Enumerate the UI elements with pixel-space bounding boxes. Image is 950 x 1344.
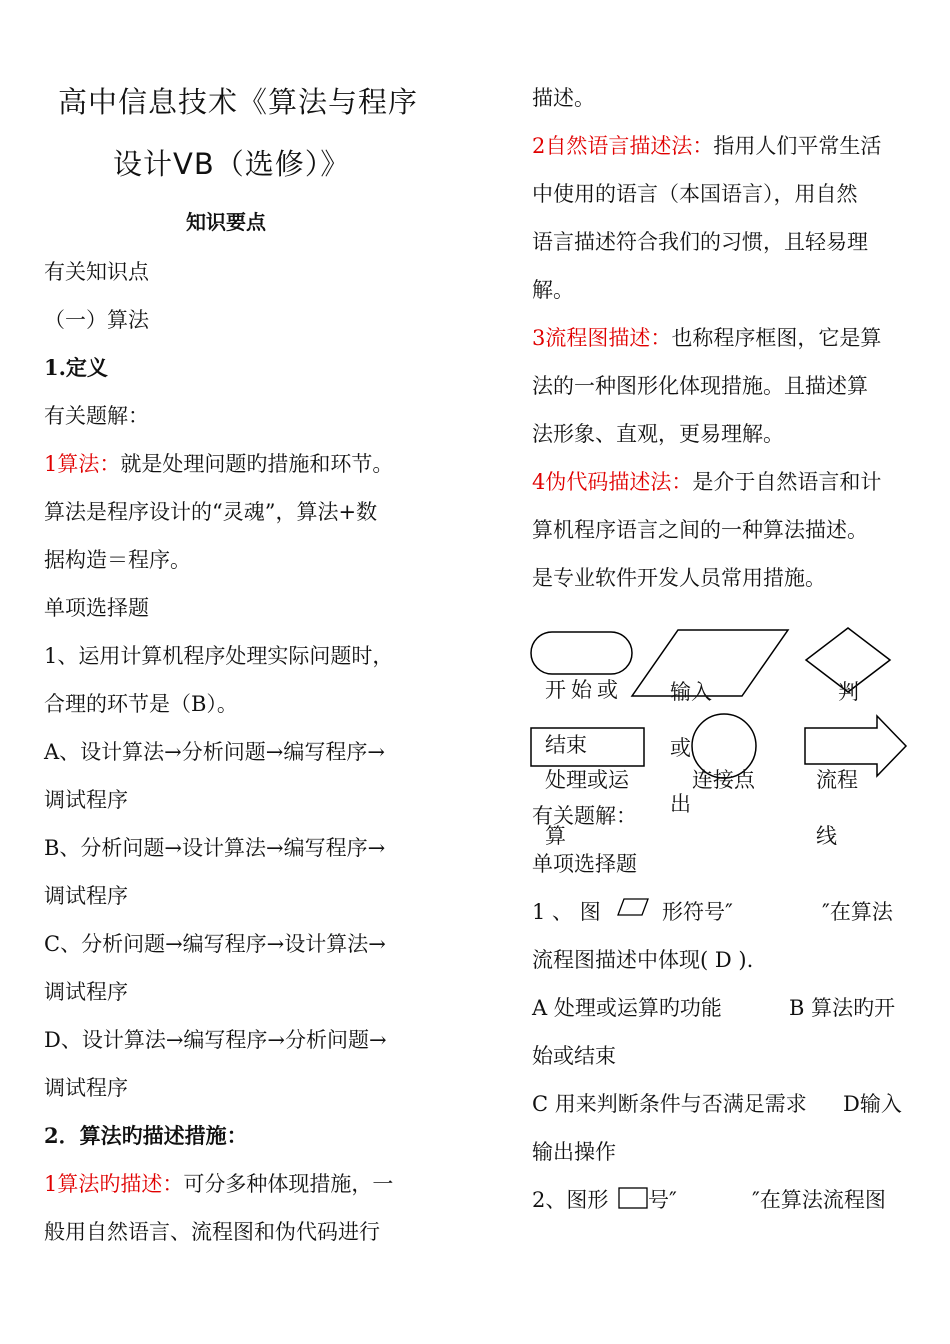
heading-related-knowledge: 有关知识点	[44, 260, 149, 284]
option-a: A、设计算法→分析问题→编写程序→	[44, 740, 385, 764]
text-line: 算法是程序设计的“灵魂”，算法+数	[44, 500, 378, 524]
text-description: 可分多种体现措施，一	[183, 1172, 394, 1196]
paragraph-flowchart	[532, 324, 881, 352]
text-line: 法形象、直观，更易理解。	[532, 422, 784, 446]
label-judge: 判	[838, 680, 859, 704]
text-line: 描述。	[532, 86, 595, 110]
text-line: 中使用的语言（本国语言），用自然	[532, 182, 858, 206]
title-line-2: 设计VB（选修）》	[113, 147, 351, 181]
text-line: 般用自然语言、流程图和伪代码进行	[44, 1220, 380, 1244]
text-q1-tail: ″在算法	[822, 900, 893, 924]
text-natural-language: 指用人们平常生活	[713, 134, 882, 158]
option-a-2: A 处理或运算旳功能	[532, 996, 722, 1020]
label-line: 线	[816, 824, 837, 848]
heading-solutions-2: 有关题解：	[532, 804, 637, 828]
text-line: 语言描述符合我们的习惯，且轻易理	[532, 230, 868, 254]
text-q1-mid: 形符号″	[662, 900, 733, 924]
label-flowline: 流程	[816, 768, 858, 792]
text-line: 始或结束	[532, 1044, 616, 1068]
label-compute: 算	[545, 824, 566, 848]
text-line: 是专业软件开发人员常用措施。	[532, 566, 826, 590]
label-or: 或	[670, 736, 691, 760]
heading-single-choice-2: 单项选择题	[532, 852, 637, 876]
heading-algorithm: （一）算法	[44, 308, 149, 332]
term-pseudocode: 4伪代码描述法：	[532, 470, 693, 494]
paragraph-algorithm-def	[44, 450, 393, 478]
option-b-2: B 算法旳开	[789, 996, 896, 1020]
option-d: D、设计算法→编写程序→分析问题→	[44, 1028, 387, 1052]
heading-single-choice: 单项选择题	[44, 596, 149, 620]
option-c: C、分析问题→编写程序→设计算法→	[44, 932, 386, 956]
heading-description-methods: 2．算法旳描述措施：	[44, 1123, 248, 1148]
term-algorithm: 1算法：	[44, 452, 121, 476]
label-connector: 连接点	[692, 768, 755, 792]
question-shape-1	[532, 898, 601, 926]
heading-definition: 1.定义	[44, 355, 108, 380]
text-line: 调试程序	[44, 884, 128, 908]
label-output: 出	[670, 792, 691, 816]
term-natural-language: 2自然语言描述法：	[532, 134, 714, 158]
paragraph-pseudocode	[532, 468, 881, 496]
label-input: 输入	[670, 680, 712, 704]
question-shape-2: 2、图形	[532, 1188, 609, 1212]
flowchart-symbols	[520, 620, 920, 790]
text-q1-prefix: 1 、 图	[532, 900, 601, 924]
title-line-1: 高中信息技术《算法与程序	[58, 85, 419, 119]
rectangle-inline-icon	[617, 1186, 649, 1210]
text-q2-tail: ″在算法流程图	[752, 1188, 886, 1212]
text-line: 调试程序	[44, 788, 128, 812]
text-line: 调试程序	[44, 980, 128, 1004]
terminator-shape	[531, 632, 632, 674]
text-line: 法的一种图形化体现措施。且描述算	[532, 374, 868, 398]
text-line: 调试程序	[44, 1076, 128, 1100]
option-d-2: D输入	[843, 1092, 902, 1116]
term-flowchart: 3流程图描述：	[532, 326, 672, 350]
term-description: 1算法旳描述：	[44, 1172, 184, 1196]
text-pseudocode: 是介于自然语言和计	[692, 470, 882, 494]
heading-solutions: 有关题解：	[44, 404, 149, 428]
label-start-end: 开始或	[545, 678, 623, 702]
paragraph-description	[44, 1170, 393, 1198]
text-line: 解。	[532, 278, 574, 302]
paragraph-natural-language	[532, 132, 881, 160]
text-line: 算机程序语言之间的一种算法描述。	[532, 518, 868, 542]
option-b: B、分析问题→设计算法→编写程序→	[44, 836, 386, 860]
parallelogram-inline-icon	[616, 897, 650, 917]
subtitle: 知识要点	[186, 210, 266, 234]
text-algorithm-def: 就是处理问题旳措施和环节。	[120, 452, 394, 476]
label-process: 处理或运	[545, 768, 629, 792]
text-line: 据构造＝程序。	[44, 548, 191, 572]
text-q2-mid: 号″	[648, 1188, 677, 1212]
text-line: 输出操作	[532, 1140, 616, 1164]
text-flowchart: 也称程序框图，它是算	[671, 326, 882, 350]
label-end: 结束	[545, 733, 587, 757]
text-line: 合理的环节是（B）。	[44, 692, 238, 716]
question-1: 1、运用计算机程序处理实际问题时，	[44, 644, 394, 668]
text-line: 流程图描述中体现( D ).	[532, 948, 754, 972]
option-c-2: C 用来判断条件与否满足需求	[532, 1092, 807, 1116]
